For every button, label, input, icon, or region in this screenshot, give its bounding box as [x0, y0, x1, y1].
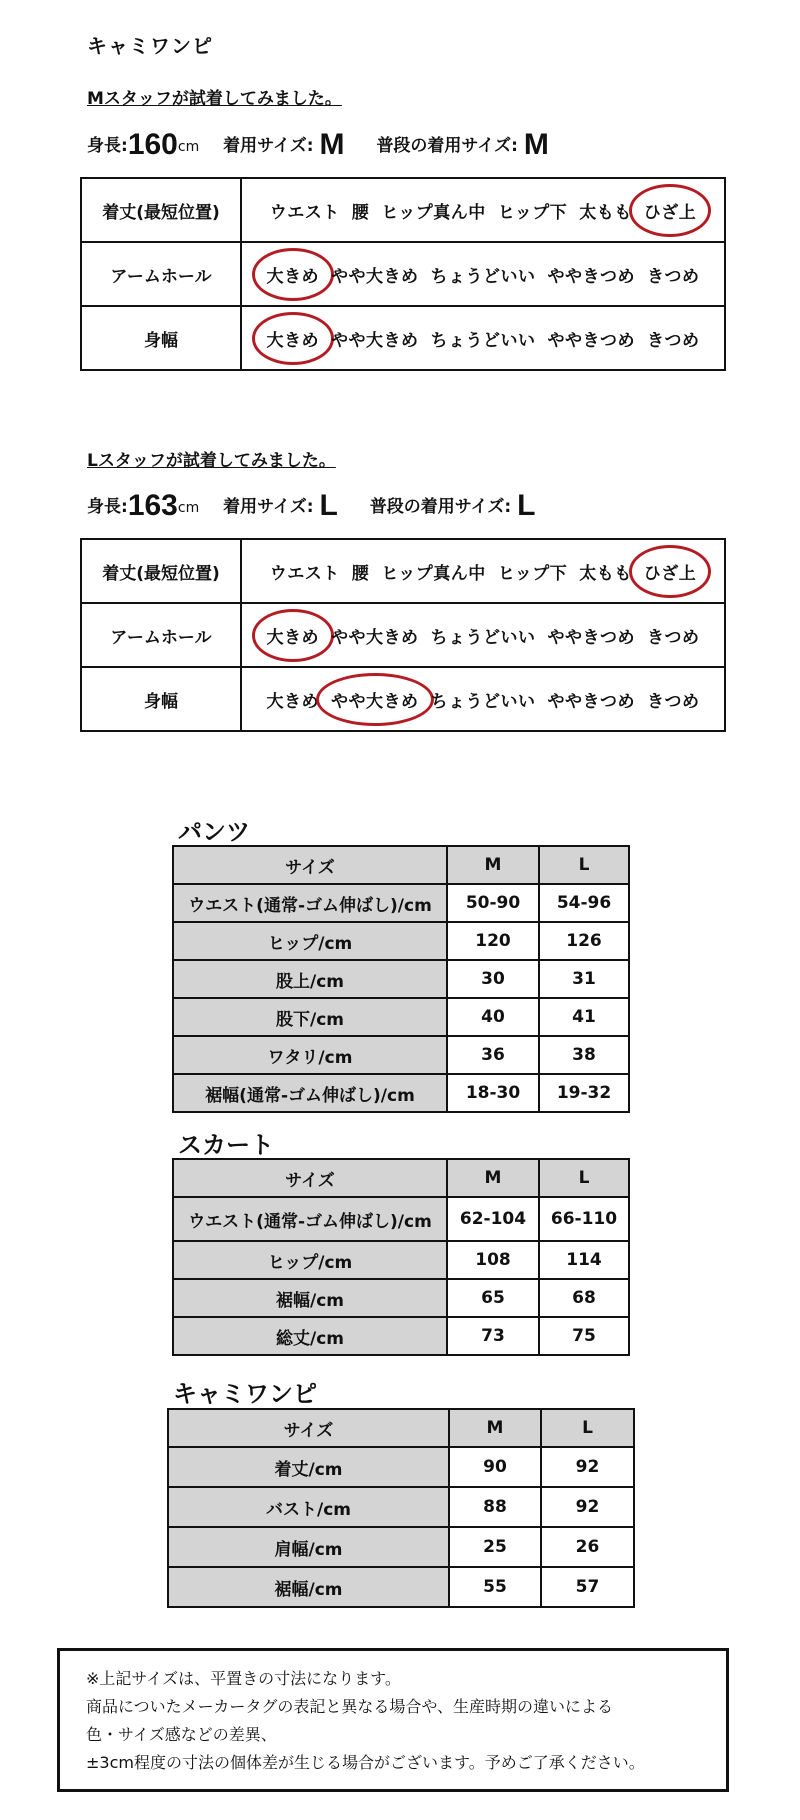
fit-option: きつめ: [647, 691, 700, 712]
size-notes-box: [57, 1648, 729, 1792]
table-header-row: [168, 1409, 634, 1447]
size-value: 120: [447, 922, 539, 960]
column-header: M: [447, 1159, 539, 1197]
size-value: 31: [539, 960, 629, 998]
fit-row-label: 着丈(最短位置): [81, 539, 241, 603]
row-label: 着丈/cm: [168, 1447, 449, 1487]
table-row: [173, 1279, 629, 1317]
row-label: ウエスト(通常-ゴム伸ばし)/cm: [173, 884, 447, 922]
cami-dress-size-table: [167, 1408, 635, 1608]
column-header: サイズ: [168, 1409, 449, 1447]
pants-size-table: [172, 845, 630, 1113]
fit-option-selected: 大きめ: [267, 262, 320, 287]
pants-title: パンツ: [178, 818, 250, 846]
height-value: 163: [127, 489, 178, 522]
fit-option: ちょうどいい: [430, 691, 536, 712]
fit-option: ややきつめ: [547, 266, 635, 287]
fit-option-selected: やや大きめ: [331, 687, 419, 712]
size-value: 19-32: [539, 1074, 629, 1112]
column-header: M: [449, 1409, 541, 1447]
table-row: [173, 960, 629, 998]
cami-dress-title: キャミワンピ: [173, 1380, 317, 1408]
fit-options: [241, 667, 725, 731]
fit-options: [241, 306, 725, 370]
fit-row-label: 身幅: [81, 667, 241, 731]
fit-option: ヒップ真ん中: [381, 202, 486, 223]
height-label: 身長:: [87, 497, 128, 517]
size-value: 41: [539, 998, 629, 1036]
table-row: [173, 1241, 629, 1279]
table-row: [168, 1527, 634, 1567]
row-label: 裾幅/cm: [173, 1279, 447, 1317]
fit-option: ヒップ下: [497, 563, 568, 584]
wear-size-label: 着用サイズ:: [223, 136, 314, 156]
row-label: 裾幅(通常-ゴム伸ばし)/cm: [173, 1074, 447, 1112]
fit-option: きつめ: [647, 330, 700, 351]
staff-m-body-info: [87, 128, 549, 162]
size-value: 68: [539, 1279, 629, 1317]
fit-option: ヒップ下: [497, 202, 568, 223]
fit-row-label: 身幅: [81, 306, 241, 370]
fit-row-label: アームホール: [81, 242, 241, 306]
height-unit: cm: [177, 500, 200, 516]
staff-l-fit-table: [80, 538, 726, 732]
row-label: ヒップ/cm: [173, 1241, 447, 1279]
fit-option: きつめ: [647, 266, 700, 287]
wear-size-value: M: [319, 128, 345, 161]
note-line: 色・サイズ感などの差異、: [86, 1725, 277, 1744]
table-row: [173, 1197, 629, 1241]
size-value: 40: [447, 998, 539, 1036]
size-value: 50-90: [447, 884, 539, 922]
size-value: 36: [447, 1036, 539, 1074]
table-row: [173, 922, 629, 960]
row-label: 股上/cm: [173, 960, 447, 998]
column-header: L: [539, 1159, 629, 1197]
table-row: [168, 1447, 634, 1487]
row-label: 股下/cm: [173, 998, 447, 1036]
row-label: 裾幅/cm: [168, 1567, 449, 1607]
staff-l-body-info: [87, 489, 535, 523]
size-value: 18-30: [447, 1074, 539, 1112]
height-value: 160: [127, 128, 178, 161]
fit-options: [241, 539, 725, 603]
size-value: 75: [539, 1317, 629, 1355]
fit-option: やや大きめ: [331, 627, 419, 648]
fit-option: ちょうどいい: [430, 330, 536, 351]
row-label: ウエスト(通常-ゴム伸ばし)/cm: [173, 1197, 447, 1241]
row-label: 総丈/cm: [173, 1317, 447, 1355]
table-row: [173, 998, 629, 1036]
fit-option-selected: 大きめ: [267, 623, 320, 648]
fit-options: [241, 242, 725, 306]
size-value: 26: [541, 1527, 634, 1567]
size-value: 90: [449, 1447, 541, 1487]
staff-l-heading: Lスタッフが試着してみました。: [87, 451, 336, 471]
note-line: ※上記サイズは、平置きの寸法になります。: [86, 1669, 401, 1688]
size-value: 54-96: [539, 884, 629, 922]
skirt-size-table: [172, 1158, 630, 1356]
fit-option: ややきつめ: [547, 330, 635, 351]
fit-row-label: アームホール: [81, 603, 241, 667]
usual-size-label: 普段の着用サイズ:: [369, 497, 512, 517]
size-value: 88: [449, 1487, 541, 1527]
table-header-row: [173, 1159, 629, 1197]
fit-option: ややきつめ: [547, 627, 635, 648]
fit-option: 太もも: [579, 202, 632, 223]
table-row: [173, 884, 629, 922]
fit-option: ウエスト: [269, 202, 340, 223]
column-header: M: [447, 846, 539, 884]
fit-option: ヒップ真ん中: [381, 563, 486, 584]
size-value: 73: [447, 1317, 539, 1355]
skirt-title: スカート: [178, 1131, 274, 1159]
size-value: 57: [541, 1567, 634, 1607]
fit-option: ちょうどいい: [430, 266, 536, 287]
row-label: ワタリ/cm: [173, 1036, 447, 1074]
fit-option: 大きめ: [266, 691, 319, 712]
height-unit: cm: [177, 139, 200, 155]
wear-size-value: L: [319, 489, 338, 522]
product-title: キャミワンピ: [87, 34, 213, 58]
size-value: 65: [447, 1279, 539, 1317]
row-label: バスト/cm: [168, 1487, 449, 1527]
fit-option: きつめ: [647, 627, 700, 648]
fit-options: [241, 178, 725, 242]
height-label: 身長:: [87, 136, 128, 156]
size-value: 38: [539, 1036, 629, 1074]
size-value: 62-104: [447, 1197, 539, 1241]
table-header-row: [173, 846, 629, 884]
table-row: [173, 1074, 629, 1112]
size-value: 114: [539, 1241, 629, 1279]
fit-option: 腰: [351, 202, 370, 223]
wear-size-label: 着用サイズ:: [223, 497, 314, 517]
fit-options: [241, 603, 725, 667]
fit-option: ウエスト: [269, 563, 340, 584]
size-value: 108: [447, 1241, 539, 1279]
fit-option: ちょうどいい: [430, 627, 536, 648]
fit-option-selected: ひざ上: [644, 559, 697, 584]
row-label: ヒップ/cm: [173, 922, 447, 960]
size-value: 92: [541, 1447, 634, 1487]
staff-m-fit-table: [80, 177, 726, 371]
staff-m-heading: Mスタッフが試着してみました。: [87, 89, 342, 109]
usual-size-value: M: [523, 128, 549, 161]
fit-option-selected: 大きめ: [267, 326, 320, 351]
note-line: ±3cm程度の寸法の個体差が生じる場合がございます。予めご了承ください。: [86, 1753, 645, 1772]
size-value: 55: [449, 1567, 541, 1607]
column-header: L: [539, 846, 629, 884]
fit-option: ややきつめ: [547, 691, 635, 712]
fit-option: 腰: [351, 563, 370, 584]
column-header: L: [541, 1409, 634, 1447]
table-row: [168, 1487, 634, 1527]
fit-option: やや大きめ: [331, 330, 419, 351]
size-value: 30: [447, 960, 539, 998]
size-value: 126: [539, 922, 629, 960]
table-row: [168, 1567, 634, 1607]
size-value: 25: [449, 1527, 541, 1567]
size-value: 92: [541, 1487, 634, 1527]
size-value: 66-110: [539, 1197, 629, 1241]
column-header: サイズ: [173, 846, 447, 884]
usual-size-value: L: [517, 489, 536, 522]
table-row: [173, 1317, 629, 1355]
fit-row-label: 着丈(最短位置): [81, 178, 241, 242]
column-header: サイズ: [173, 1159, 447, 1197]
fit-option-selected: ひざ上: [644, 198, 697, 223]
table-row: [173, 1036, 629, 1074]
row-label: 肩幅/cm: [168, 1527, 449, 1567]
fit-option: やや大きめ: [331, 266, 419, 287]
fit-option: 太もも: [579, 563, 632, 584]
note-line: 商品についたメーカータグの表記と異なる場合や、生産時期の違いによる: [86, 1697, 614, 1716]
usual-size-label: 普段の着用サイズ:: [376, 136, 518, 156]
